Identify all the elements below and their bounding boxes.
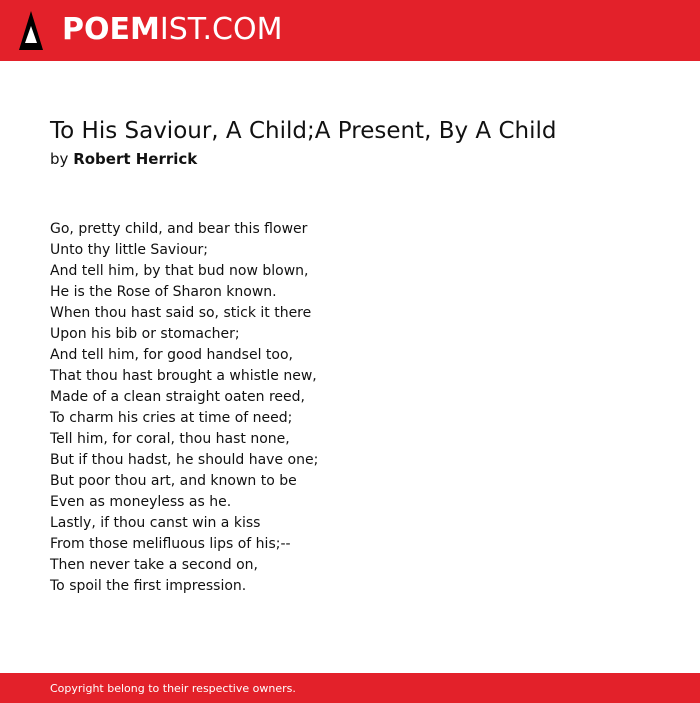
poem-line: That thou hast brought a whistle new,	[50, 368, 317, 384]
site-logo[interactable]	[62, 12, 282, 48]
poem-line: He is the Rose of Sharon known.	[50, 284, 277, 300]
poem-line: Lastly, if thou canst win a kiss	[50, 515, 261, 531]
poem-line: To charm his cries at time of need;	[50, 410, 293, 426]
poem-line: But if thou hadst, he should have one;	[50, 452, 319, 468]
poem-line: From those melifluous lips of his;--	[50, 536, 291, 552]
poem-line: Go, pretty child, and bear this flower	[50, 221, 308, 237]
poem-author: Robert Herrick	[73, 150, 198, 168]
pencil-tip-icon	[18, 10, 44, 52]
poem-line: And tell him, for good handsel too,	[50, 347, 294, 363]
poem-line: When thou hast said so, stick it there	[50, 305, 312, 321]
copyright-notice: Copyright belong to their respective owners.	[50, 682, 296, 695]
site-footer	[0, 673, 700, 703]
by-label: by	[50, 150, 69, 168]
poem-line: But poor thou art, and known to be	[50, 473, 297, 489]
poem-line: To spoil the first impression.	[50, 578, 247, 594]
site-header	[0, 0, 700, 61]
poem-line: Even as moneyless as he.	[50, 494, 232, 510]
logo-text-bold: POEM	[62, 12, 160, 47]
poem-line: Made of a clean straight oaten reed,	[50, 389, 305, 405]
poem-title: To His Saviour, A Child;A Present, By A Child	[50, 118, 557, 144]
poem-line: And tell him, by that bud now blown,	[50, 263, 309, 279]
poem-byline	[50, 148, 197, 170]
poem-line: Upon his bib or stomacher;	[50, 326, 240, 342]
poem-body	[50, 219, 318, 597]
poem-line: Tell him, for coral, thou hast none,	[50, 431, 290, 447]
poem-line: Then never take a second on,	[50, 557, 258, 573]
poem-line: Unto thy little Saviour;	[50, 242, 208, 258]
logo-text-light: IST.COM	[159, 12, 283, 47]
